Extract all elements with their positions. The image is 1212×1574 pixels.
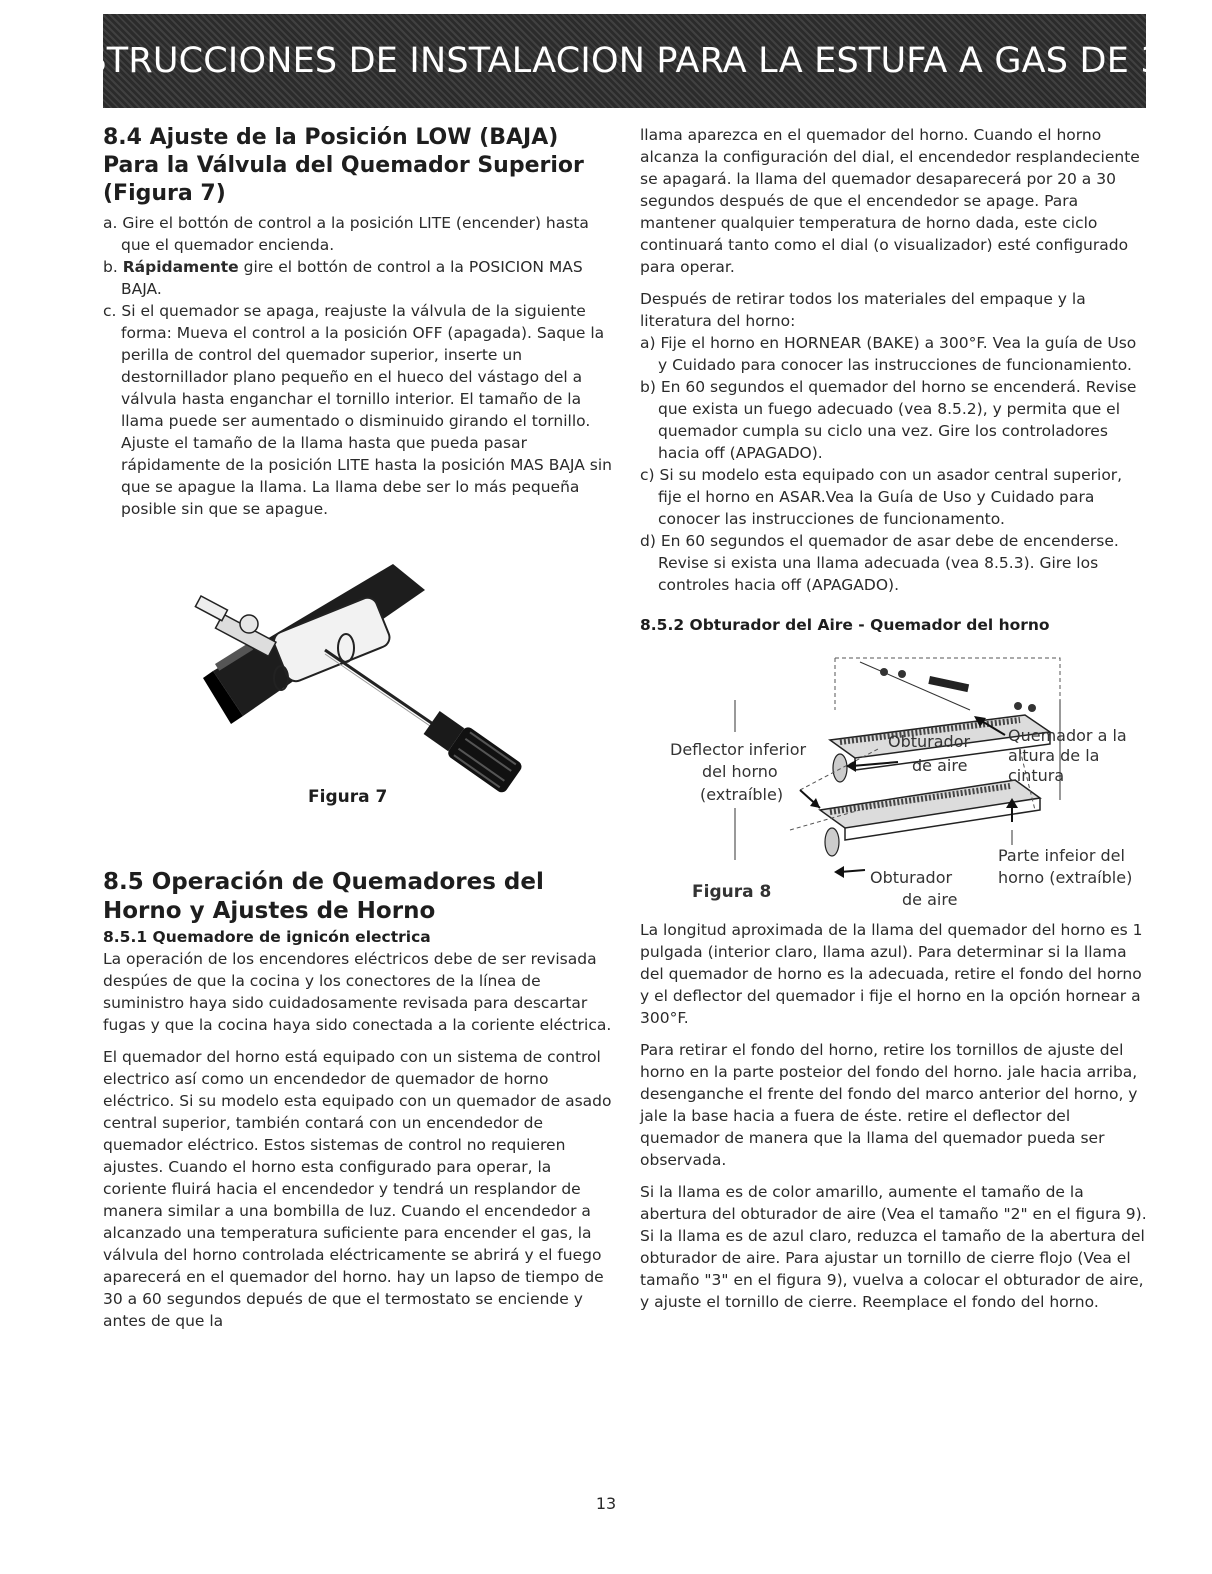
label-obturador-bottom-2: de aire (902, 890, 958, 909)
step-c: c. Si el quemador se apaga, reajuste la válvula de la siguiente forma: Mueva el control a la posición OFF (apagada). Saque la perilla de control del quemador superior, inserte un destornillador plano pequeño en el hueco del vástago del a válvula hasta enganchar el tornillo interior. El tamaño de la llama puede ser aumentado o disminuido girando el tornillo. Ajuste el tamaño de la llama hasta que pueda pasar rápidamente de la posición LITE hasta la posición MAS BAJA sin que se apague la llama. La llama debe ser lo más pequeña posible sin que se apague. (103, 302, 612, 518)
left-column (103, 124, 615, 1342)
label-quemador-2: altura de la (1008, 746, 1100, 765)
section-8-5-2-title: 8.5.2 Obturador del Aire - Quemador del horno (640, 616, 1050, 634)
step-b-prefix: b. (103, 258, 123, 276)
step-a: a. Gire el bottón de control a la posición LITE (encender) hasta que el quemador encienda. (103, 214, 589, 254)
paragraph-8-5-1-b: El quemador del horno está equipado con un sistema de control electrico así como un encendedor de quemador de horno eléctrico. Si su modelo esta equipado con un quemador de asado central superior, también contará con un encendedor de quemador eléctrico. Estos sistemas de control no requieren ajustes. Cuando el horno esta configurado para operar, la coriente fluirá hacia el encendedor y tendrá un resplandor de manera similar a una bombilla de luz. Cuando el encendedor a alcanzado una temperatura suficiente para encender el gas, la válvula del horno controlada eléctricamente se abrirá y el fuego aparecerá en el quemador del horno. hay un lapso de tiempo de 30 a 60 segundos depués de que el termostato se enciende y antes de que la (103, 1048, 612, 1330)
paragraph-remove-bottom: Para retirar el fondo del horno, retire los tornillos de ajuste del horno en la parte posteior del fondo del horno. jale hacia arriba, desenganche el frente del fondo del marco anterior del horno, y jale la base hacia a fuera de éste. retire el deflector del quemador de manera que la llama del quemador pueda ser observada. (640, 1041, 1138, 1169)
label-deflector-3: (extraíble) (700, 785, 784, 804)
check-d: d) En 60 segundos el quemador de asar debe de encenderse. Revise si exista una llama adecuada (vea 8.5.3). Gire los controles hacia off (APAGADO). (640, 532, 1119, 594)
figure-8-caption: Figura 8 (692, 882, 772, 902)
check-a: a) Fije el horno en HORNEAR (BAKE) a 300°F. Vea la guía de Uso y Cuidado para conocer las instrucciones de funcionamiento. (640, 334, 1137, 374)
paragraph-8-5-1-a: La operación de los encendores eléctricos debe de ser revisada despúes de que la cocina y los conectores de la línea de suministro haya sido cuidadosamente revisada para descartar fugas y que la cocina haya sido conectada a la coriente eléctrica. (103, 950, 612, 1034)
page-title: INSTRUCCIONES DE INSTALACION PARA LA ESTUFA A GAS DE 36" (47, 41, 1202, 81)
page-number: 13 (595, 1494, 617, 1513)
step-b-rest: gire el bottón de control a la POSICION MAS BAJA. (121, 258, 583, 298)
label-quemador-3: cintura (1008, 766, 1065, 785)
label-quemador-1: Quemador a la (1008, 726, 1127, 745)
figure-7-caption: Figura 7 (308, 787, 388, 807)
section-8-5-1-title: 8.5.1 Quemadore de ignicón electrica (103, 928, 431, 946)
header-banner (47, 14, 1202, 108)
check-c: c) Si su modelo esta equipado con un asador central superior, fije el horno en ASAR.Vea la Guía de Uso y Cuidado para conocer las instrucciones de funcionamento. (640, 466, 1123, 528)
label-obturador-top-1: Obturador (888, 732, 971, 751)
step-b (103, 256, 615, 300)
figure-8 (640, 640, 1148, 915)
paragraph-flame-length: La longitud aproximada de la llama del quemador del horno es 1 pulgada (interior claro, llama azul). Para determinar si la llama del quemador de horno es la adecuada, retire el fondo del horno y el deflector del quemador i fije el horno en la opción hornear a 300°F. (640, 921, 1143, 1027)
label-obturador-bottom-1: Obturador (870, 868, 953, 887)
label-deflector-2: del horno (702, 762, 778, 781)
paragraph-continued: llama aparezca en el quemador del horno. Cuando el horno alcanza la configuración del dial, el encendedor resplandeciente se apagará. la llama del quemador desaparecerá por 20 a 30 segundos después de que el encendedor se apage. Para mantener qualquier temperatura de horno dada, este ciclo continuará tanto como el dial (o visualizador) esté configurado para operar. (640, 126, 1140, 276)
label-parte-1: Parte infeior del (998, 846, 1125, 865)
label-obturador-top-2: de aire (912, 756, 968, 775)
step-b-bold: Rápidamente (122, 258, 239, 276)
section-8-4-title: 8.4 Ajuste de la Posición LOW (BAJA) Para la Válvula del Quemador Superior (Figura 7) (103, 125, 584, 206)
paragraph-after-unpacking: Después de retirar todos los materiales del empaque y la literatura del horno: (640, 290, 1086, 330)
right-column (640, 124, 1148, 1323)
paragraph-flame-color: Si la llama es de color amarillo, aumente el tamaño de la abertura del obturador de aire (Vea el tamaño "2" en el figura 9). Si la llama es de azul claro, reduzca el tamaño de la abertura del obturador de aire. Para ajustar un tornillo de cierre flojo (Vea el tamaño "3" en el figura 9), vuelva a colocar el obturador de aire, y ajuste el tornillo de cierre. Reemplace el fondo del horno. (640, 1183, 1147, 1311)
label-parte-2: horno (extraíble) (998, 868, 1133, 887)
section-8-5-title: 8.5 Operación de Quemadores del Horno y Ajustes de Horno (103, 869, 544, 924)
label-deflector-1: Deflector inferior (670, 740, 807, 759)
check-b: b) En 60 segundos el quemador del horno se encenderá. Revise que exista un fuego adecuado (vea 8.5.2), y permita que el quemador cumpla su ciclo una vez. Gire los controladores hacia off (APAGADO). (640, 378, 1137, 462)
figure-7 (103, 546, 615, 846)
